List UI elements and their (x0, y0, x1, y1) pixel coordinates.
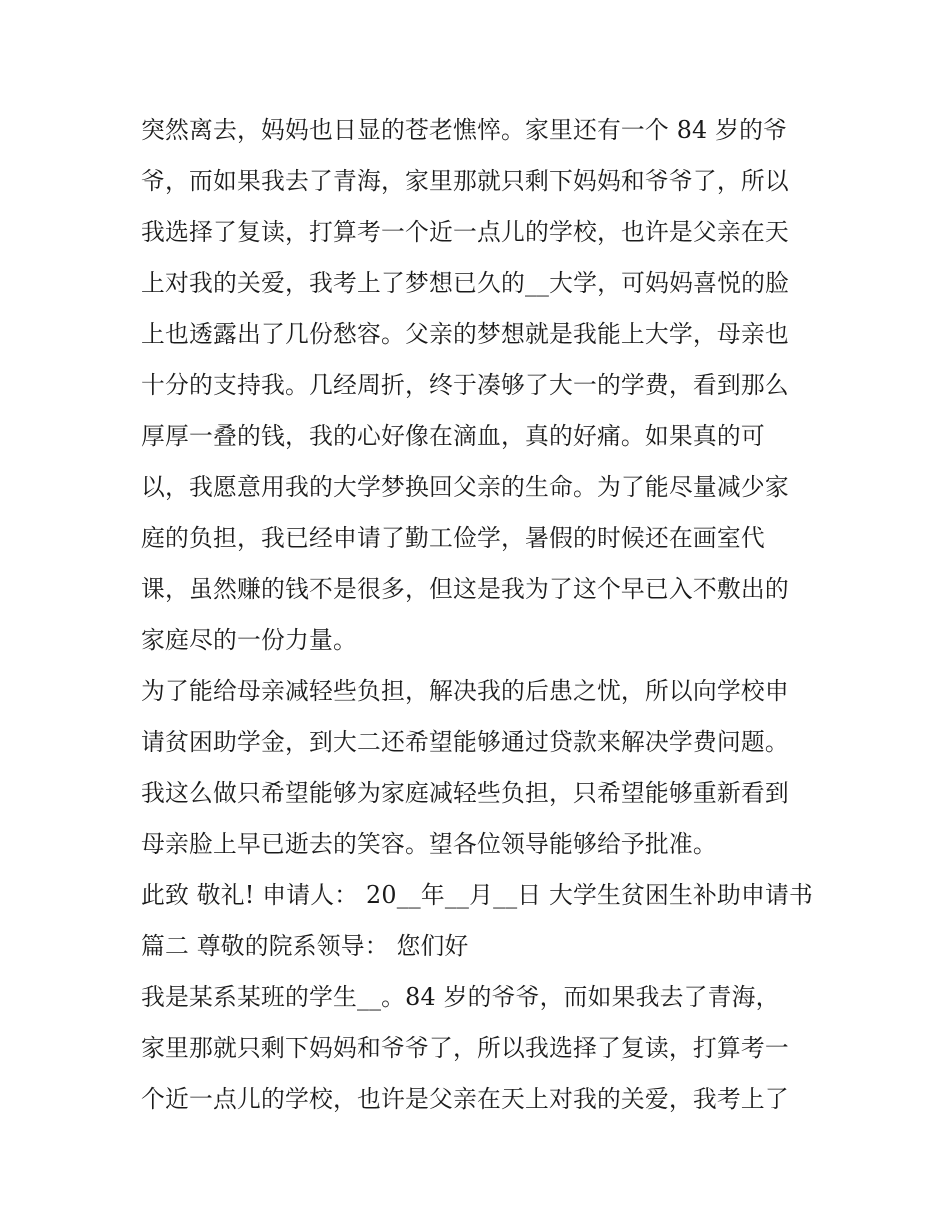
text-line: 庭的负担，我已经申请了勤工俭学，暑假的时候还在画室代 (141, 524, 765, 552)
text-line: 以，我愿意用我的大学梦换回父亲的生命。为了能尽量减少家 (141, 473, 789, 501)
text-line: 上也透露出了几份愁容。父亲的梦想就是我能上大学，母亲也 (141, 320, 789, 348)
text-line: 上对我的关爱，我考上了梦想已久的__大学，可妈妈喜悦的脸 (141, 269, 790, 297)
text-line: 爷，而如果我去了青海，家里那就只剩下妈妈和爷爷了，所以 (141, 167, 789, 195)
text-line: 个近一点儿的学校，也许是父亲在天上对我的关爱，我考上了 (141, 1085, 789, 1113)
text-line: 请贫困助学金，到大二还希望能够通过贷款来解决学费问题。 (141, 728, 789, 756)
text-line: 母亲脸上早已逝去的笑容。望各位领导能够给予批准。 (141, 830, 717, 858)
text-line: 我这么做只希望能够为家庭减轻些负担，只希望能够重新看到 (141, 779, 789, 807)
document-body (141, 110, 821, 1130)
text-line: 家庭尽的一份力量。 (141, 626, 357, 654)
section-heading: 篇二 尊敬的院系领导： 您们好 (141, 932, 469, 960)
closing-line: 此致 敬礼! 申请人： 20__年__月__日 大学生贫困生补助申请书 (141, 881, 814, 909)
text-line: 十分的支持我。几经周折，终于凑够了大一的学费，看到那么 (141, 371, 789, 399)
text-line: 我是某系某班的学生__。84 岁的爷爷，而如果我去了青海， (141, 983, 780, 1011)
text-line: 家里那就只剩下妈妈和爷爷了，所以我选择了复读，打算考一 (141, 1034, 789, 1062)
text-line: 为了能给母亲减轻些负担，解决我的后患之忧，所以向学校申 (141, 677, 789, 705)
text-line: 课，虽然赚的钱不是很多，但这是我为了这个早已入不敷出的 (141, 575, 789, 603)
text-line: 我选择了复读，打算考一个近一点儿的学校，也许是父亲在天 (141, 218, 789, 246)
text-line: 突然离去，妈妈也日显的苍老憔悴。家里还有一个 84 岁的爷 (141, 116, 788, 144)
text-line: 厚厚一叠的钱，我的心好像在滴血，真的好痛。如果真的可 (141, 422, 765, 450)
